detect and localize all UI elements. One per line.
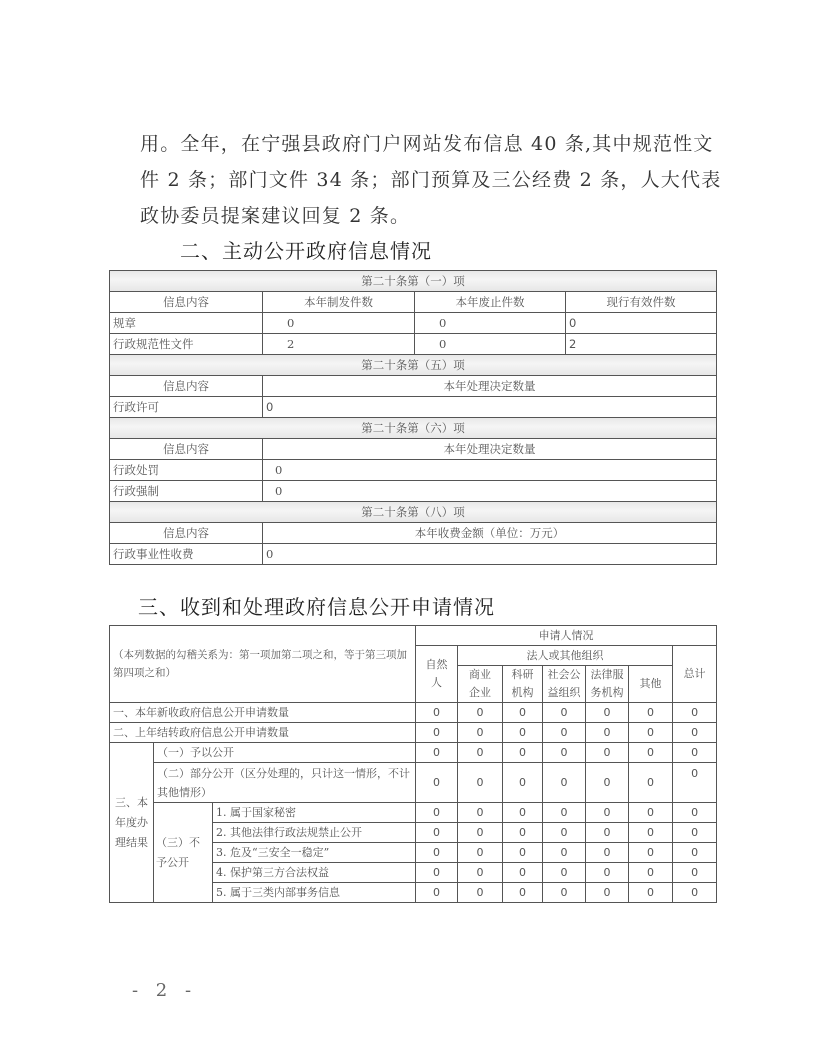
- col-public-welfare: 社会公益组织: [543, 666, 586, 703]
- row-label: 行政强制: [110, 481, 263, 502]
- value-cell: 0: [416, 743, 458, 763]
- value-cell: 0: [458, 883, 503, 903]
- value-cell: 0: [263, 481, 717, 502]
- value-cell: 0: [458, 763, 503, 803]
- row-label: 行政许可: [110, 397, 263, 418]
- value-cell: 0: [586, 803, 629, 823]
- table-row: [110, 743, 717, 763]
- application-table: [109, 625, 717, 903]
- header-cell: 本年处理决定数量: [263, 376, 717, 397]
- value-cell: 0: [458, 823, 503, 843]
- applicant-header: 申请人情况: [416, 626, 717, 646]
- value-cell: 0: [263, 313, 415, 334]
- table-row: [110, 397, 717, 418]
- value-cell: 0: [503, 843, 543, 863]
- not-open-group-label: （三）不予公开: [154, 803, 213, 903]
- value-cell: 0: [673, 763, 717, 803]
- value-cell: 0: [673, 863, 717, 883]
- value-cell: 0: [458, 803, 503, 823]
- value-cell: 0: [543, 823, 586, 843]
- value-cell: 0: [586, 843, 629, 863]
- table-row: [110, 803, 717, 823]
- header-cell: 信息内容: [110, 376, 263, 397]
- band-item1: 第二十条第（一）项: [110, 271, 717, 292]
- row-label: 4. 保护第三方合法权益: [213, 863, 416, 883]
- value-cell: 0: [586, 823, 629, 843]
- value-cell: 0: [629, 843, 673, 863]
- value-cell: 0: [673, 743, 717, 763]
- band-item8: 第二十条第（八）项: [110, 502, 717, 523]
- table-row: [110, 763, 717, 803]
- value-cell: 0: [503, 723, 543, 743]
- value-cell: 0: [543, 803, 586, 823]
- value-cell: 0: [503, 703, 543, 723]
- value-cell: 0: [415, 334, 566, 355]
- value-cell: 0: [543, 883, 586, 903]
- value-cell: 0: [263, 544, 717, 565]
- value-cell: 0: [673, 883, 717, 903]
- row-label: 一、本年新收政府信息公开申请数量: [110, 703, 416, 723]
- table-row: [110, 481, 717, 502]
- row-label: 5. 属于三类内部事务信息: [213, 883, 416, 903]
- value-cell: 0: [458, 863, 503, 883]
- value-cell: 0: [503, 803, 543, 823]
- header-cell: 本年制发件数: [263, 292, 415, 313]
- value-cell: 0: [629, 883, 673, 903]
- value-cell: 0: [543, 843, 586, 863]
- row-label: 行政处罚: [110, 460, 263, 481]
- row-label: 规章: [110, 313, 263, 334]
- row-label: （一）予以公开: [154, 743, 416, 763]
- value-cell: 0: [263, 460, 717, 481]
- value-cell: 0: [586, 763, 629, 803]
- value-cell: 0: [416, 803, 458, 823]
- value-cell: 0: [543, 723, 586, 743]
- value-cell: 0: [416, 763, 458, 803]
- value-cell: 0: [673, 843, 717, 863]
- total-header: 总计: [673, 646, 717, 703]
- value-cell: 0: [629, 763, 673, 803]
- row-label: 行政事业性收费: [110, 544, 263, 565]
- header-cell: 本年废止件数: [415, 292, 566, 313]
- table-row: [110, 460, 717, 481]
- result-group-label: 三、本年度办理结果: [110, 743, 154, 903]
- value-cell: 0: [586, 743, 629, 763]
- value-cell: 0: [458, 843, 503, 863]
- value-cell: 0: [543, 703, 586, 723]
- value-cell: 0: [586, 723, 629, 743]
- value-cell: 0: [673, 723, 717, 743]
- band-item6: 第二十条第（六）项: [110, 418, 717, 439]
- row-label: （二）部分公开（区分处理的，只计这一情形，不计其他情形）: [154, 763, 416, 803]
- value-cell: 0: [629, 863, 673, 883]
- proactive-disclosure-table: [109, 270, 717, 565]
- header-cell: 信息内容: [110, 523, 263, 544]
- value-cell: 0: [543, 763, 586, 803]
- intro-paragraph: [140, 126, 730, 234]
- value-cell: 0: [503, 763, 543, 803]
- value-cell: 0: [458, 743, 503, 763]
- band-item5: 第二十条第（五）项: [110, 355, 717, 376]
- col-legal-service: 法律服务机构: [586, 666, 629, 703]
- value-cell: 0: [503, 863, 543, 883]
- table-row: [110, 544, 717, 565]
- value-cell: 2: [566, 334, 717, 355]
- col-other: 其他: [629, 666, 673, 703]
- value-cell: 0: [629, 723, 673, 743]
- row-label: 行政规范性文件: [110, 334, 263, 355]
- value-cell: 0: [503, 743, 543, 763]
- value-cell: 0: [263, 397, 717, 418]
- section3-title: 三、收到和处理政府信息公开申请情况: [138, 595, 495, 619]
- section2-title: 二、主动公开政府信息情况: [180, 239, 432, 263]
- value-cell: 0: [673, 703, 717, 723]
- value-cell: 2: [263, 334, 415, 355]
- natural-person-header: 自然人: [416, 646, 458, 703]
- value-cell: 0: [458, 703, 503, 723]
- intro-line: 用。全年，在宁强县政府门户网站发布信息 40 条,其中规范性文: [140, 133, 714, 155]
- value-cell: 0: [458, 723, 503, 743]
- value-cell: 0: [586, 863, 629, 883]
- header-cell: 本年收费金额（单位：万元）: [263, 523, 717, 544]
- value-cell: 0: [629, 743, 673, 763]
- col-commercial: 商业企业: [458, 666, 503, 703]
- value-cell: 0: [673, 803, 717, 823]
- row-label: 2. 其他法律行政法规禁止公开: [213, 823, 416, 843]
- table-row: [110, 723, 717, 743]
- value-cell: 0: [543, 743, 586, 763]
- intro-line: 件 2 条；部门文件 34 条；部门预算及三公经费 2 条，人大代表: [140, 169, 722, 191]
- value-cell: 0: [673, 823, 717, 843]
- header-cell: 本年处理决定数量: [263, 439, 717, 460]
- table-row: [110, 334, 717, 355]
- value-cell: 0: [629, 703, 673, 723]
- value-cell: 0: [416, 703, 458, 723]
- value-cell: 0: [566, 313, 717, 334]
- value-cell: 0: [416, 823, 458, 843]
- table-row: [110, 313, 717, 334]
- header-cell: 现行有效件数: [566, 292, 717, 313]
- balance-note: （本列数据的勾稽关系为：第一项加第二项之和，等于第三项加第四项之和）: [110, 626, 416, 703]
- value-cell: 0: [586, 703, 629, 723]
- header-cell: 信息内容: [110, 292, 263, 313]
- value-cell: 0: [416, 883, 458, 903]
- legal-group-header: 法人或其他组织: [458, 646, 673, 666]
- value-cell: 0: [416, 723, 458, 743]
- table-row: [110, 703, 717, 723]
- value-cell: 0: [416, 863, 458, 883]
- value-cell: 0: [416, 843, 458, 863]
- page-number: - 2 -: [132, 980, 198, 1001]
- col-research: 科研机构: [503, 666, 543, 703]
- intro-line: 政协委员提案建议回复 2 条。: [140, 205, 411, 227]
- header-cell: 信息内容: [110, 439, 263, 460]
- value-cell: 0: [503, 823, 543, 843]
- value-cell: 0: [629, 823, 673, 843]
- value-cell: 0: [586, 883, 629, 903]
- row-label: 3. 危及“三安全一稳定”: [213, 843, 416, 863]
- value-cell: 0: [629, 803, 673, 823]
- value-cell: 0: [415, 313, 566, 334]
- row-label: 二、上年结转政府信息公开申请数量: [110, 723, 416, 743]
- value-cell: 0: [543, 863, 586, 883]
- row-label: 1. 属于国家秘密: [213, 803, 416, 823]
- value-cell: 0: [503, 883, 543, 903]
